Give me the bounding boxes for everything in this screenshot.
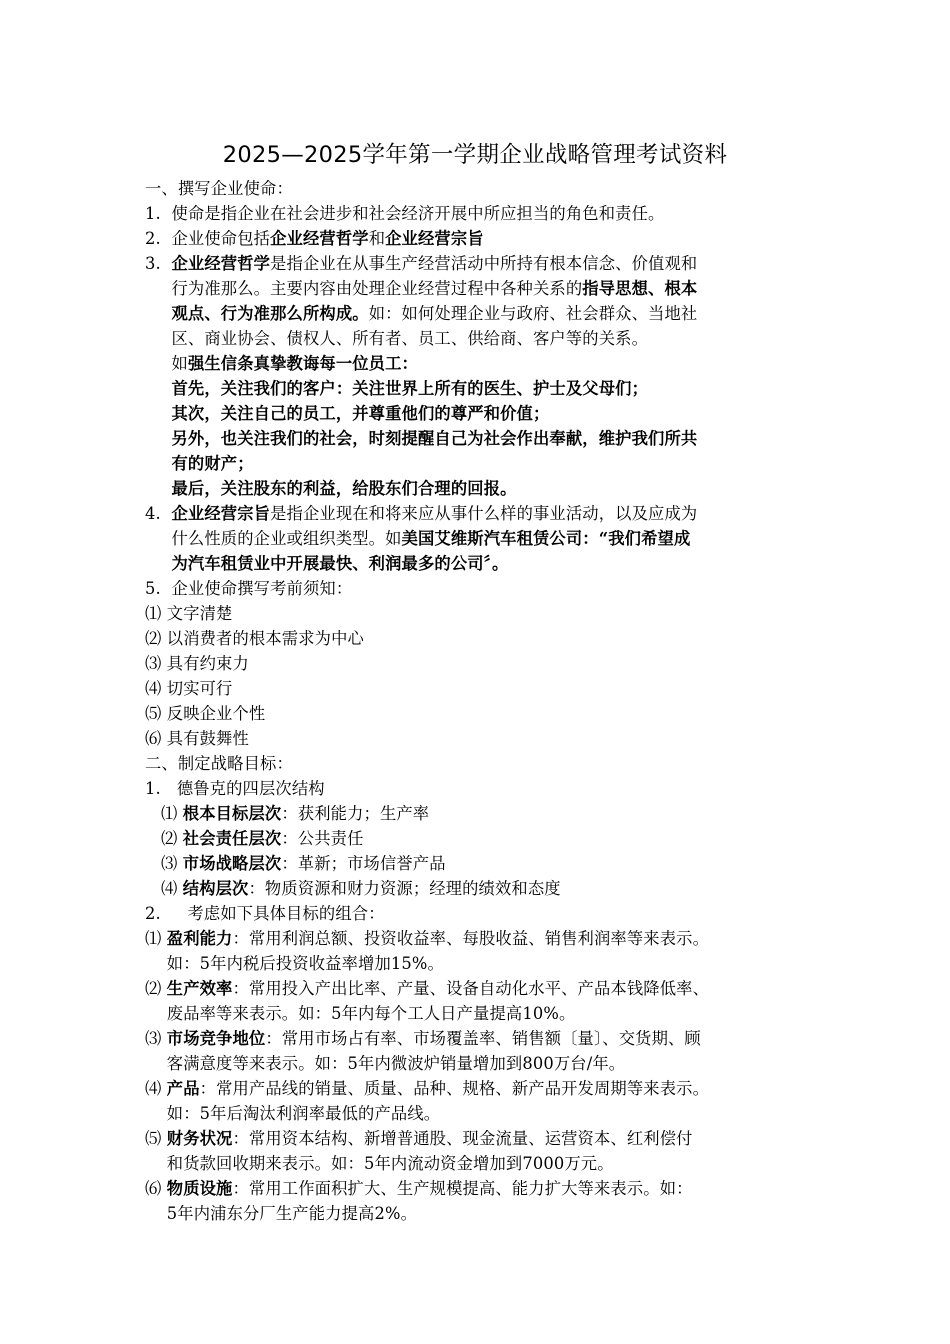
note-item (145, 701, 825, 726)
bold-term: 企业经营哲学 (171, 254, 271, 273)
bold-term: 企业经营宗旨 (171, 504, 271, 523)
goal-text (167, 976, 825, 1026)
text-run: 如 (171, 354, 188, 373)
note-item (145, 651, 825, 676)
level-marker: ⑵ (161, 829, 183, 848)
goal-item (145, 1076, 825, 1126)
text-run: 如：5年内税后投资收益率增加15%。 (166, 954, 444, 973)
note-marker: ⑶ (145, 654, 167, 673)
level-item (145, 801, 825, 826)
note-item (145, 626, 825, 651)
bold-term: 盈利能力 (166, 929, 233, 948)
text-run: ：常用工作面积扩大、生产规模提高、能力扩大等来表示。如： (232, 1179, 693, 1198)
document-title: 2025—2025学年第一学期企业战略管理考试资料 (222, 142, 728, 168)
s1-item-3 (145, 251, 825, 501)
text-run: ：常用利润总额、投资收益率、每股收益、销售利润率等来表示。 (232, 929, 710, 948)
goal-marker: ⑸ (145, 1129, 167, 1148)
goal-marker: ⑶ (145, 1029, 167, 1048)
s2-item-2 (145, 901, 825, 926)
item-text: 企业使命撰写考前须知： (171, 579, 353, 598)
text-run: ：常用投入产出比率、产量、设备自动化水平、产品本钱降低率、 (232, 979, 710, 998)
note-marker: ⑷ (145, 679, 167, 698)
level-marker: ⑷ (161, 879, 183, 898)
goal-marker: ⑹ (145, 1179, 167, 1198)
level-text (183, 876, 825, 901)
note-item (145, 601, 825, 626)
note-marker: ⑵ (145, 629, 167, 648)
text-run: 5年内浦东分厂生产能力提高2%。 (166, 1204, 418, 1223)
text-run: 是指企业在从事生产经营活动中所持有根本信念、价值观和 (270, 254, 698, 273)
bold-term: 强生信条真挚教诲每一位员工： (187, 354, 418, 373)
item-marker: 3. (145, 254, 172, 273)
note-text: 切实可行 (166, 679, 233, 698)
goal-text (167, 926, 825, 976)
goal-text (167, 1026, 825, 1076)
bold-term: 指导思想、根本 (582, 279, 698, 298)
text-run: ：常用市场占有率、市场覆盖率、销售额〔量〕、交货期、顾 (265, 1029, 701, 1048)
text-run: 是指企业现在和将来应从事什么样的事业活动，以及应成为 (270, 504, 698, 523)
level-text (183, 801, 825, 826)
note-item (145, 676, 825, 701)
text-run: ：常用资本结构、新增普通股、现金流量、运营资本、红利偿付 (232, 1129, 693, 1148)
example-line: 有的财产； (171, 454, 254, 473)
level-item (145, 826, 825, 851)
note-text: 具有鼓舞性 (166, 729, 249, 748)
note-text: 具有约束力 (166, 654, 249, 673)
text-run: 什么性质的企业或组织类型。如 (171, 529, 402, 548)
text-run: 客满意度等来表示。如：5年内微波炉销量增加到800万台/年。 (166, 1054, 626, 1073)
bold-term: 企业经营哲学 (270, 229, 369, 248)
s1-item-4 (145, 501, 825, 576)
goal-item (145, 976, 825, 1026)
document-body (145, 176, 825, 1226)
example-line: 最后，关注股东的利益，给股东们合理的回报。 (171, 479, 517, 498)
item-text (172, 501, 826, 576)
goal-text (167, 1076, 825, 1126)
s1-item-2 (145, 226, 825, 251)
note-item (145, 726, 825, 751)
bold-term: 财务状况 (166, 1129, 233, 1148)
text-run: 如：5年后淘汰利润率最低的产品线。 (166, 1104, 441, 1123)
bold-term: 企业经营宗旨 (385, 229, 484, 248)
bold-term: 市场竞争地位 (166, 1029, 266, 1048)
level-marker: ⑴ (161, 804, 183, 823)
text-run: ：革新；市场信誉产品 (281, 854, 446, 873)
goal-item (145, 926, 825, 976)
goal-marker: ⑴ (145, 929, 167, 948)
bold-term: 生产效率 (166, 979, 233, 998)
text-run: ：物质资源和财力资源；经理的绩效和态度 (248, 879, 561, 898)
s1-item-5 (145, 576, 825, 601)
level-item (145, 851, 825, 876)
item-text (172, 251, 826, 501)
bold-term: 美国艾维斯汽车租赁公司：“我们希望成 (401, 529, 691, 548)
goal-item (145, 1126, 825, 1176)
note-text: 反映企业个性 (166, 704, 266, 723)
bold-term: 结构层次 (182, 879, 249, 898)
text-run: 如：如何处理企业与政府、社会群众、当地社 (368, 304, 698, 323)
item-text: 考虑如下具体目标的组合： (187, 904, 385, 923)
level-text (183, 851, 825, 876)
goal-marker: ⑷ (145, 1079, 167, 1098)
text-run: 企业使命包括 (171, 229, 271, 248)
note-text: 文字清楚 (166, 604, 233, 623)
note-marker: ⑴ (145, 604, 167, 623)
bold-term: 物质设施 (166, 1179, 233, 1198)
item-text: 使命是指企业在社会进步和社会经济开展中所应担当的角色和责任。 (171, 204, 665, 223)
text-run: ：公共责任 (281, 829, 364, 848)
item-marker: 2. (145, 229, 172, 248)
text-run: ：常用产品线的销量、质量、品种、规格、新产品开发周期等来表示。 (199, 1079, 710, 1098)
text-run: 和货款回收期来表示。如：5年内流动资金增加到7000万元。 (166, 1154, 614, 1173)
level-item (145, 876, 825, 901)
bold-term: 产品 (166, 1079, 200, 1098)
goal-item (145, 1026, 825, 1076)
note-text: 以消费者的根本需求为中心 (166, 629, 364, 648)
example-line: 另外，也关注我们的社会，时刻提醒自己为社会作出奉献，维护我们所共 (171, 429, 698, 448)
level-text (183, 826, 825, 851)
note-marker: ⑹ (145, 729, 167, 748)
goal-marker: ⑵ (145, 979, 167, 998)
item-text (172, 226, 826, 251)
bold-term: 观点、行为准那么所构成。 (171, 304, 369, 323)
text-run: ：获利能力；生产率 (281, 804, 430, 823)
section-1-heading: 一、撰写企业使命： (145, 179, 293, 198)
bold-term: 根本目标层次 (182, 804, 282, 823)
item-marker: 1. (145, 204, 172, 223)
level-marker: ⑶ (161, 854, 183, 873)
note-marker: ⑸ (145, 704, 167, 723)
text-run: 废品率等来表示。如：5年内每个工人日产量提高10%。 (166, 1004, 576, 1023)
item-marker: 4. (145, 504, 172, 523)
text-run: 和 (368, 229, 386, 248)
goal-text (167, 1126, 825, 1176)
goal-item (145, 1176, 825, 1226)
bold-term: 社会责任层次 (182, 829, 282, 848)
item-text: 德鲁克的四层次结构 (176, 779, 325, 798)
text-run: 行为准那么。主要内容由处理企业经营过程中各种关系的 (171, 279, 583, 298)
section-2-heading: 二、制定战略目标： (145, 754, 293, 773)
bold-term: 市场战略层次 (182, 854, 282, 873)
item-marker: 2. (145, 904, 188, 923)
goal-text (167, 1176, 825, 1226)
bold-term: 为汽车租赁业中开展最快、利润最多的公司〞。 (171, 554, 509, 573)
text-run: 区、商业协会、债权人、所有者、员工、供给商、客户等的关系。 (171, 329, 649, 348)
s2-item-1 (145, 776, 825, 801)
item-marker: 5. (145, 579, 172, 598)
item-marker: 1. (145, 779, 177, 798)
s1-item-1 (145, 201, 825, 226)
example-line: 其次，关注自己的员工，并尊重他们的尊严和价值； (171, 404, 550, 423)
example-line: 首先，关注我们的客户：关注世界上所有的医生、护士及父母们； (171, 379, 649, 398)
